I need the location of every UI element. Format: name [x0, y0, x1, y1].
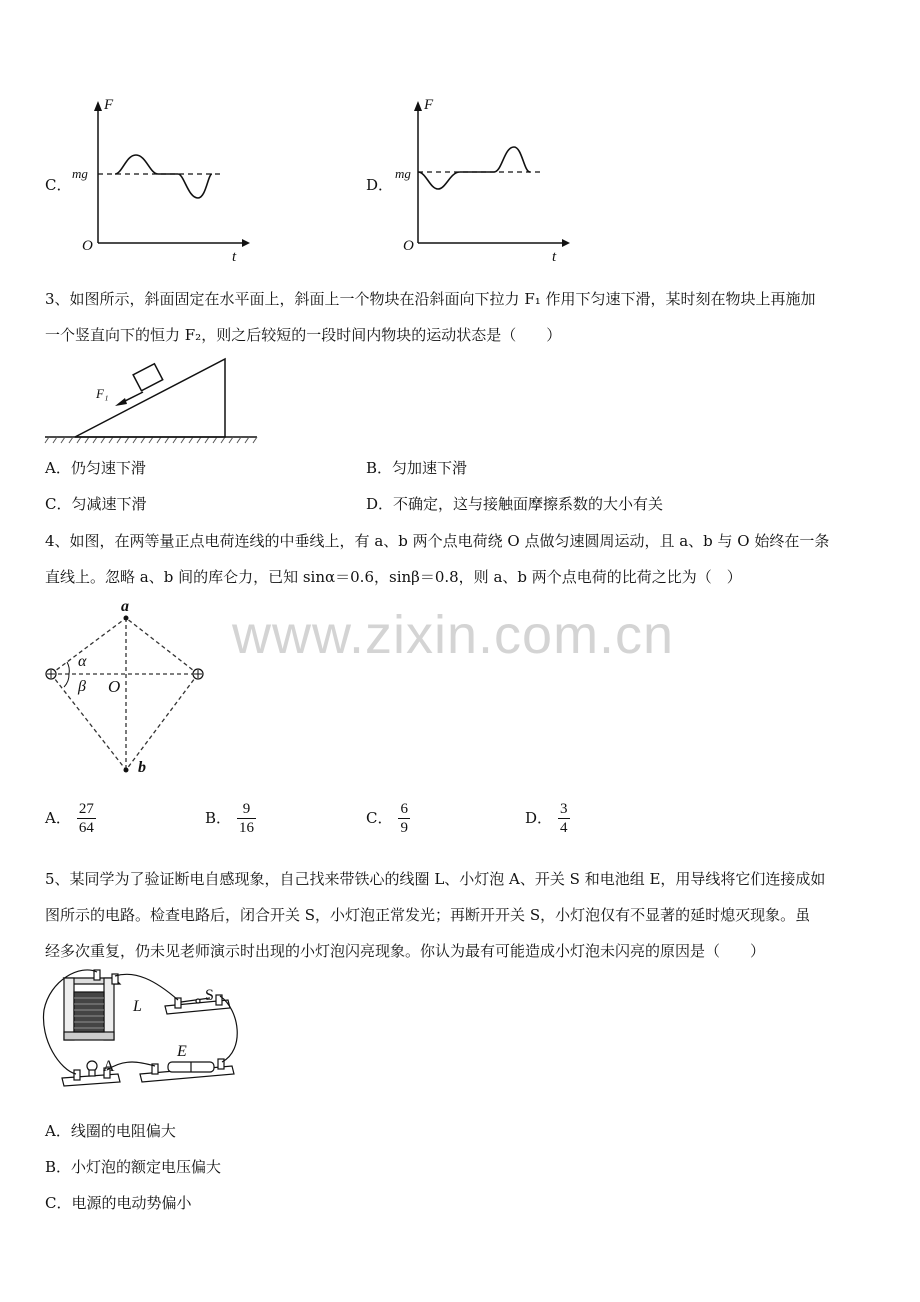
- f1-label: F₁: [96, 386, 109, 401]
- q5-option-c[interactable]: C．电源的电动势偏小: [45, 1194, 192, 1212]
- q4-option-d-fraction: [558, 800, 570, 837]
- mg-label-d: mg: [395, 166, 411, 181]
- battery-e-label: E: [177, 1043, 187, 1060]
- q4-option-a[interactable]: [45, 800, 96, 837]
- q4-c-num: 6: [400, 801, 408, 817]
- q4-c-den: 9: [400, 820, 408, 836]
- origin-label-d: O: [403, 238, 414, 254]
- q5-line3: 经多次重复，仍未见老师演示时出现的小灯泡闪亮现象。你认为最有可能造成小灯泡未闪亮的原因是（ ）: [45, 942, 766, 960]
- q4-option-d-label: D．: [525, 809, 553, 827]
- alpha-label: α: [78, 653, 87, 670]
- q5-line2: 图所示的电路。检查电路后，闭合开关 S，小灯泡正常发光；再断开开关 S，小灯泡仅有不显著的延时熄灭现象。虽: [45, 906, 811, 924]
- q4-d-den: 4: [560, 820, 568, 836]
- q4-b-den: 16: [239, 820, 255, 836]
- beta-label: β: [78, 678, 86, 695]
- axis-t-label-d: t: [552, 249, 557, 265]
- origin-label: O: [82, 238, 93, 254]
- q5-option-a[interactable]: A．线圈的电阻偏大: [45, 1122, 176, 1140]
- mg-label: mg: [72, 166, 88, 181]
- coil-l: [64, 970, 120, 1040]
- q3-option-c[interactable]: C．匀减速下滑: [45, 495, 147, 513]
- axis-f-label-d: F: [424, 97, 434, 113]
- q4-line2: 直线上。忽略 a、b 间的库仑力，已知 sinα＝0.6，sinβ＝0.8，则 a、b 两个点电荷的比荷之比为（ ）: [45, 568, 742, 586]
- graph-c: [70, 95, 260, 270]
- q4-d-num: 3: [560, 801, 568, 817]
- axis-t-label: t: [232, 249, 237, 265]
- q5-option-b[interactable]: B．小灯泡的额定电压偏大: [45, 1158, 222, 1176]
- circuit-figure: [40, 970, 245, 1105]
- q4-option-c-label: C．: [366, 809, 393, 827]
- q4-option-a-label: A．: [45, 809, 71, 827]
- q4-option-c-fraction: [398, 800, 410, 837]
- point-o-label: O: [108, 677, 121, 696]
- q3-line1: 3、如图所示，斜面固定在水平面上，斜面上一个物块在沿斜面向下拉力 F₁ 作用下匀速下滑，某时刻在物块上再施加: [45, 290, 816, 308]
- q4-a-den: 64: [78, 820, 94, 836]
- option-c-label: C．: [45, 176, 72, 194]
- charge-figure: [40, 600, 220, 780]
- q4-line1: 4、如图，在两等量正点电荷连线的中垂线上，有 a、b 两个点电荷绕 O 点做匀速圆周运动，且 a、b 与 O 始终在一条: [45, 532, 830, 550]
- point-b-label: b: [138, 759, 146, 776]
- incline-figure: [45, 355, 260, 447]
- q3-option-b[interactable]: B．匀加速下滑: [366, 459, 468, 477]
- q4-option-b-fraction: [237, 800, 256, 837]
- graph-d: [390, 95, 580, 270]
- watermark: www.zixin.com.cn: [232, 605, 675, 665]
- q4-option-a-fraction: [77, 800, 96, 837]
- q5-line1: 5、某同学为了验证断电自感现象，自己找来带铁心的线圈 L、小灯泡 A、开关 S 和电池组 E，用导线将它们连接成如: [45, 870, 826, 888]
- option-d-label: D．: [366, 176, 394, 194]
- q4-a-num: 27: [78, 801, 94, 817]
- q4-option-b-label: B．: [205, 809, 232, 827]
- battery-e: [140, 1059, 234, 1082]
- q3-option-a[interactable]: A．仍匀速下滑: [45, 459, 146, 477]
- q3-line2: 一个竖直向下的恒力 F₂，则之后较短的一段时间内物块的运动状态是（ ）: [45, 326, 562, 344]
- q4-option-d[interactable]: [525, 800, 570, 837]
- switch-s-label: S: [205, 987, 214, 1004]
- lamp-a-label: A: [103, 1058, 115, 1075]
- axis-f-label: F: [104, 97, 114, 113]
- point-a-label: a: [121, 598, 129, 615]
- coil-l-label: L: [133, 998, 142, 1015]
- q3-option-d[interactable]: D．不确定，这与接触面摩擦系数的大小有关: [366, 495, 664, 513]
- q4-option-c[interactable]: [366, 800, 410, 837]
- q4-option-b[interactable]: [205, 800, 256, 837]
- q4-b-num: 9: [242, 801, 251, 817]
